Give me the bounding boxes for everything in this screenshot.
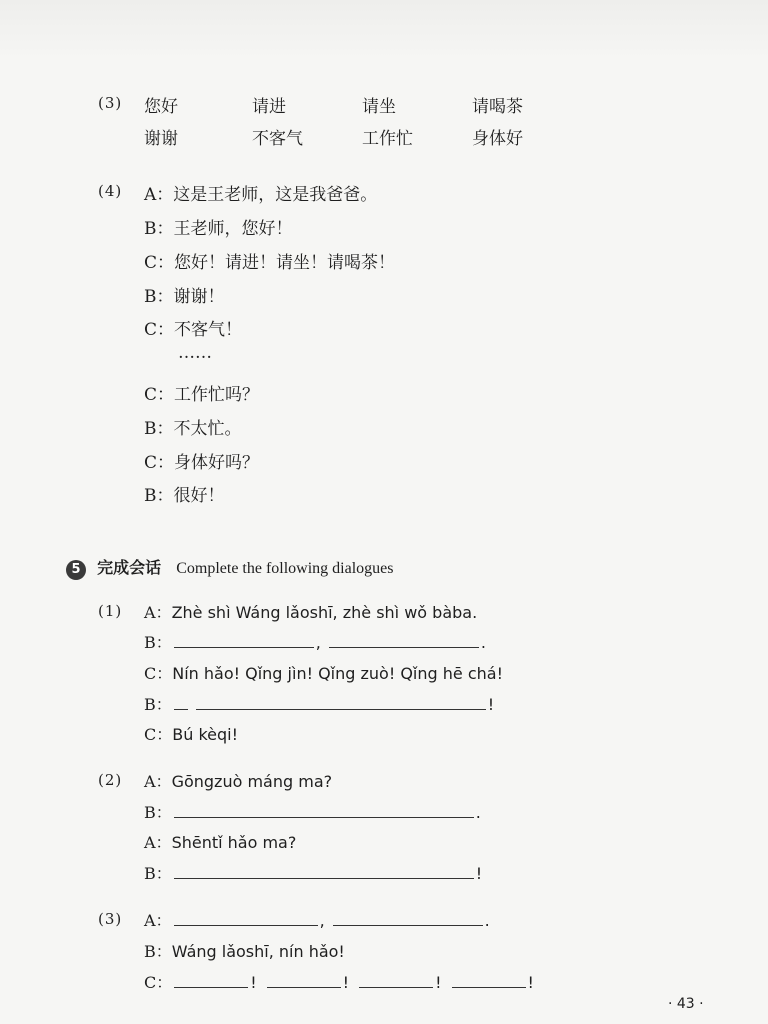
- answer-blank[interactable]: [174, 973, 248, 988]
- speaker: B：: [144, 633, 172, 652]
- answer-blank[interactable]: [333, 911, 483, 926]
- answer-blank[interactable]: [329, 633, 479, 648]
- speaker: B：: [144, 942, 172, 961]
- speaker: A：: [144, 603, 172, 622]
- vocab-word: 不客气: [252, 129, 303, 149]
- section-heading: [66, 555, 394, 580]
- punctuation: !: [435, 973, 442, 992]
- answer-blank[interactable]: [174, 911, 318, 926]
- ellipsis: ……: [178, 343, 212, 363]
- answer-blank[interactable]: [174, 803, 474, 818]
- answer-blank[interactable]: [174, 864, 474, 879]
- dialogue-line: [144, 970, 534, 993]
- section-number-badge: 5: [66, 560, 86, 580]
- dialogue-line: [144, 769, 332, 792]
- speaker: C：: [144, 453, 175, 473]
- dialogue-number: (2): [98, 771, 123, 789]
- vocab-word: 请进: [252, 97, 286, 117]
- vocab-word: 身体好: [472, 129, 523, 149]
- dialogue-line: [144, 380, 259, 405]
- line-text: 很好！: [173, 486, 225, 506]
- speaker: C：: [144, 664, 173, 683]
- dialogue-line: [144, 214, 293, 239]
- dialogue-line: [144, 180, 377, 205]
- dialogue-line: [144, 661, 503, 684]
- answer-blank[interactable]: [174, 695, 188, 710]
- exercise-number: (3): [98, 94, 123, 112]
- speaker: B：: [144, 486, 174, 506]
- line-text: 王老师，您好！: [173, 219, 293, 239]
- line-text: Nín hǎo! Qǐng jìn! Qǐng zuò! Qǐng hē chá!: [172, 664, 503, 683]
- punctuation: !: [527, 973, 534, 992]
- page-top-shadow: [0, 0, 768, 60]
- exercise-number: (4): [98, 182, 123, 200]
- punctuation: !: [475, 864, 483, 883]
- line-text: 谢谢！: [173, 287, 225, 307]
- line-text: Gōngzuò máng ma?: [171, 772, 333, 791]
- speaker: C：: [144, 973, 173, 992]
- dialogue-line: [144, 722, 238, 745]
- line-text: Shēntǐ hǎo ma?: [171, 833, 297, 852]
- speaker: C：: [144, 725, 173, 744]
- punctuation: !: [342, 973, 350, 992]
- dialogue-number: (1): [98, 602, 123, 620]
- answer-blank[interactable]: [359, 973, 433, 988]
- dialogue-line: [144, 481, 225, 506]
- dialogue-line: [144, 800, 481, 823]
- speaker: A：: [144, 185, 174, 205]
- speaker: A：: [144, 772, 172, 791]
- dialogue-line: [144, 630, 486, 653]
- answer-blank[interactable]: [267, 973, 341, 988]
- speaker: B：: [144, 287, 174, 307]
- dialogue-line: [144, 315, 242, 340]
- dialogue-line: [144, 692, 494, 715]
- punctuation: .: [475, 803, 481, 822]
- speaker: A：: [144, 833, 172, 852]
- line-text: Zhè shì Wáng lǎoshī, zhè shì wǒ bàba.: [171, 603, 478, 622]
- punctuation: .: [484, 911, 490, 930]
- speaker: A：: [144, 911, 172, 930]
- line-text: 这是王老师，这是我爸爸。: [173, 185, 378, 205]
- section-title-en: Complete the following dialogues: [176, 560, 394, 577]
- dialogue-line: [144, 248, 395, 273]
- punctuation: ,: [319, 911, 325, 930]
- speaker: B：: [144, 219, 174, 239]
- line-text: 工作忙吗？: [174, 385, 260, 405]
- vocab-word: 谢谢: [144, 129, 178, 149]
- line-text: 身体好吗？: [174, 453, 260, 473]
- page-number: · 43 ·: [668, 996, 704, 1012]
- dialogue-line: [144, 861, 482, 884]
- speaker: C：: [144, 385, 175, 405]
- dialogue-line: [144, 414, 242, 439]
- section-title-cn: 完成会话: [97, 558, 162, 577]
- line-text: 不客气！: [174, 320, 243, 340]
- line-text: 不太忙。: [173, 419, 242, 439]
- vocab-word: 请坐: [362, 97, 396, 117]
- answer-blank[interactable]: [174, 633, 314, 648]
- punctuation: !: [487, 695, 495, 714]
- speaker: C：: [144, 320, 175, 340]
- dialogue-line: [144, 830, 296, 853]
- vocab-word: 请喝茶: [472, 97, 523, 117]
- speaker: B：: [144, 803, 172, 822]
- vocab-word: 工作忙: [362, 129, 413, 149]
- speaker: C：: [144, 253, 175, 273]
- line-text: Wáng lǎoshī, nín hǎo!: [171, 942, 345, 961]
- speaker: B：: [144, 695, 172, 714]
- speaker: B：: [144, 864, 172, 883]
- dialogue-number: (3): [98, 910, 123, 928]
- line-text: 您好！请进！请坐！请喝茶！: [174, 253, 396, 273]
- vocab-word: 您好: [144, 97, 178, 117]
- answer-blank[interactable]: [196, 695, 486, 710]
- speaker: B：: [144, 419, 174, 439]
- dialogue-line: [144, 908, 490, 931]
- line-text: Bú kèqi!: [172, 725, 239, 744]
- dialogue-line: [144, 600, 477, 623]
- punctuation: .: [480, 633, 486, 652]
- answer-blank[interactable]: [452, 973, 526, 988]
- dialogue-line: [144, 282, 225, 307]
- dialogue-line: [144, 939, 345, 962]
- punctuation: !: [250, 973, 257, 992]
- dialogue-line: [144, 448, 259, 473]
- punctuation: ,: [315, 633, 321, 652]
